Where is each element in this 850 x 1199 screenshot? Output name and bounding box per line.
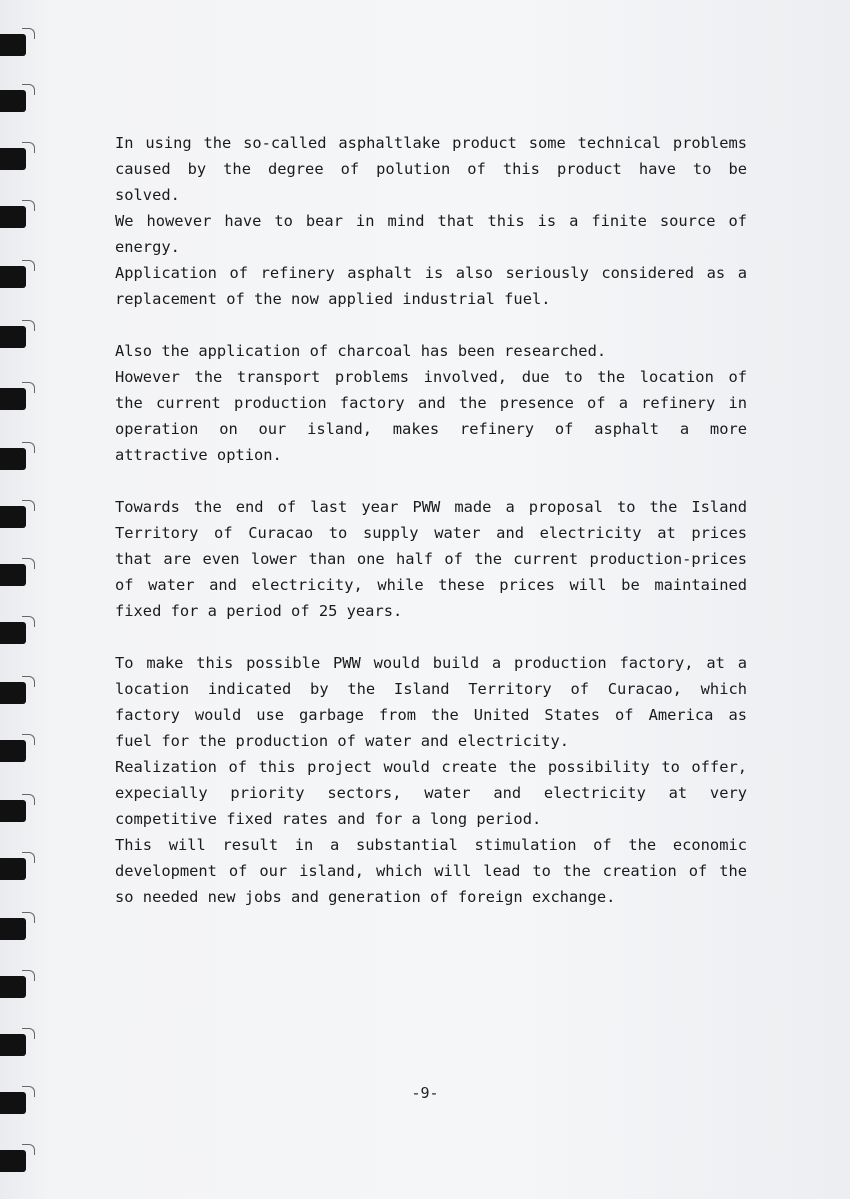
text-line: of water and electricity, while these prices will be maintained — [115, 576, 747, 594]
paragraph-gap — [115, 312, 747, 338]
text-line: that are even lower than one half of the current production-prices — [115, 550, 747, 568]
text-line: competitive fixed rates and for a long period. — [115, 810, 542, 828]
binding-ring — [0, 800, 26, 822]
text-line: expecially priority sectors, water and electricity at very — [115, 784, 747, 802]
text-line: Territory of Curacao to supply water and electricity at prices — [115, 524, 747, 542]
binding-ring — [0, 506, 26, 528]
binding-ring — [0, 682, 26, 704]
binding-ring — [0, 1034, 26, 1056]
paragraph — [115, 494, 747, 624]
binding-ring — [0, 622, 26, 644]
binding-ring — [0, 740, 26, 762]
text-line: development of our island, which will lead to the creation of the — [115, 862, 747, 880]
text-line: operation on our island, makes refinery of asphalt a more — [115, 420, 747, 438]
paragraph — [115, 338, 747, 468]
binding-ring — [0, 448, 26, 470]
binding-ring — [0, 976, 26, 998]
text-line: Realization of this project would create the possibility to offer, — [115, 758, 747, 776]
spiral-binding — [0, 0, 40, 1199]
text-line: solved. — [115, 186, 180, 204]
binding-ring — [0, 858, 26, 880]
text-line: caused by the degree of polution of this product have to be — [115, 160, 747, 178]
binding-ring — [0, 148, 26, 170]
text-line: fixed for a period of 25 years. — [115, 602, 403, 620]
body-text — [115, 130, 747, 910]
text-line: the current production factory and the presence of a refinery in — [115, 394, 747, 412]
text-line: Application of refinery asphalt is also seriously considered as a — [115, 264, 747, 282]
binding-ring — [0, 90, 26, 112]
binding-ring — [0, 918, 26, 940]
text-line: Also the application of charcoal has been researched. — [115, 342, 607, 360]
text-line: factory would use garbage from the United States of America as — [115, 706, 747, 724]
binding-ring — [0, 564, 26, 586]
binding-ring — [0, 266, 26, 288]
binding-ring — [0, 1150, 26, 1172]
text-line: To make this possible PWW would build a production factory, at a — [115, 654, 747, 672]
paragraph-gap — [115, 468, 747, 494]
text-line: location indicated by the Island Territory of Curacao, which — [115, 680, 747, 698]
paragraph-gap — [115, 624, 747, 650]
binding-ring — [0, 326, 26, 348]
text-line: This will result in a substantial stimulation of the economic — [115, 836, 747, 854]
binding-ring — [0, 206, 26, 228]
text-line: We however have to bear in mind that this is a finite source of — [115, 212, 747, 230]
text-line: fuel for the production of water and electricity. — [115, 732, 570, 750]
paragraph — [115, 130, 747, 312]
binding-ring — [0, 388, 26, 410]
text-line: so needed new jobs and generation of foreign exchange. — [115, 888, 616, 906]
page-number: -9- — [411, 1084, 439, 1102]
text-line: attractive option. — [115, 446, 282, 464]
text-line: energy. — [115, 238, 180, 256]
text-line: replacement of the now applied industrial fuel. — [115, 290, 551, 308]
paragraph — [115, 650, 747, 910]
text-line: However the transport problems involved, due to the location of — [115, 368, 747, 386]
text-line: In using the so-called asphaltlake product some technical problems — [115, 134, 747, 152]
text-line: Towards the end of last year PWW made a proposal to the Island — [115, 498, 747, 516]
binding-ring — [0, 34, 26, 56]
